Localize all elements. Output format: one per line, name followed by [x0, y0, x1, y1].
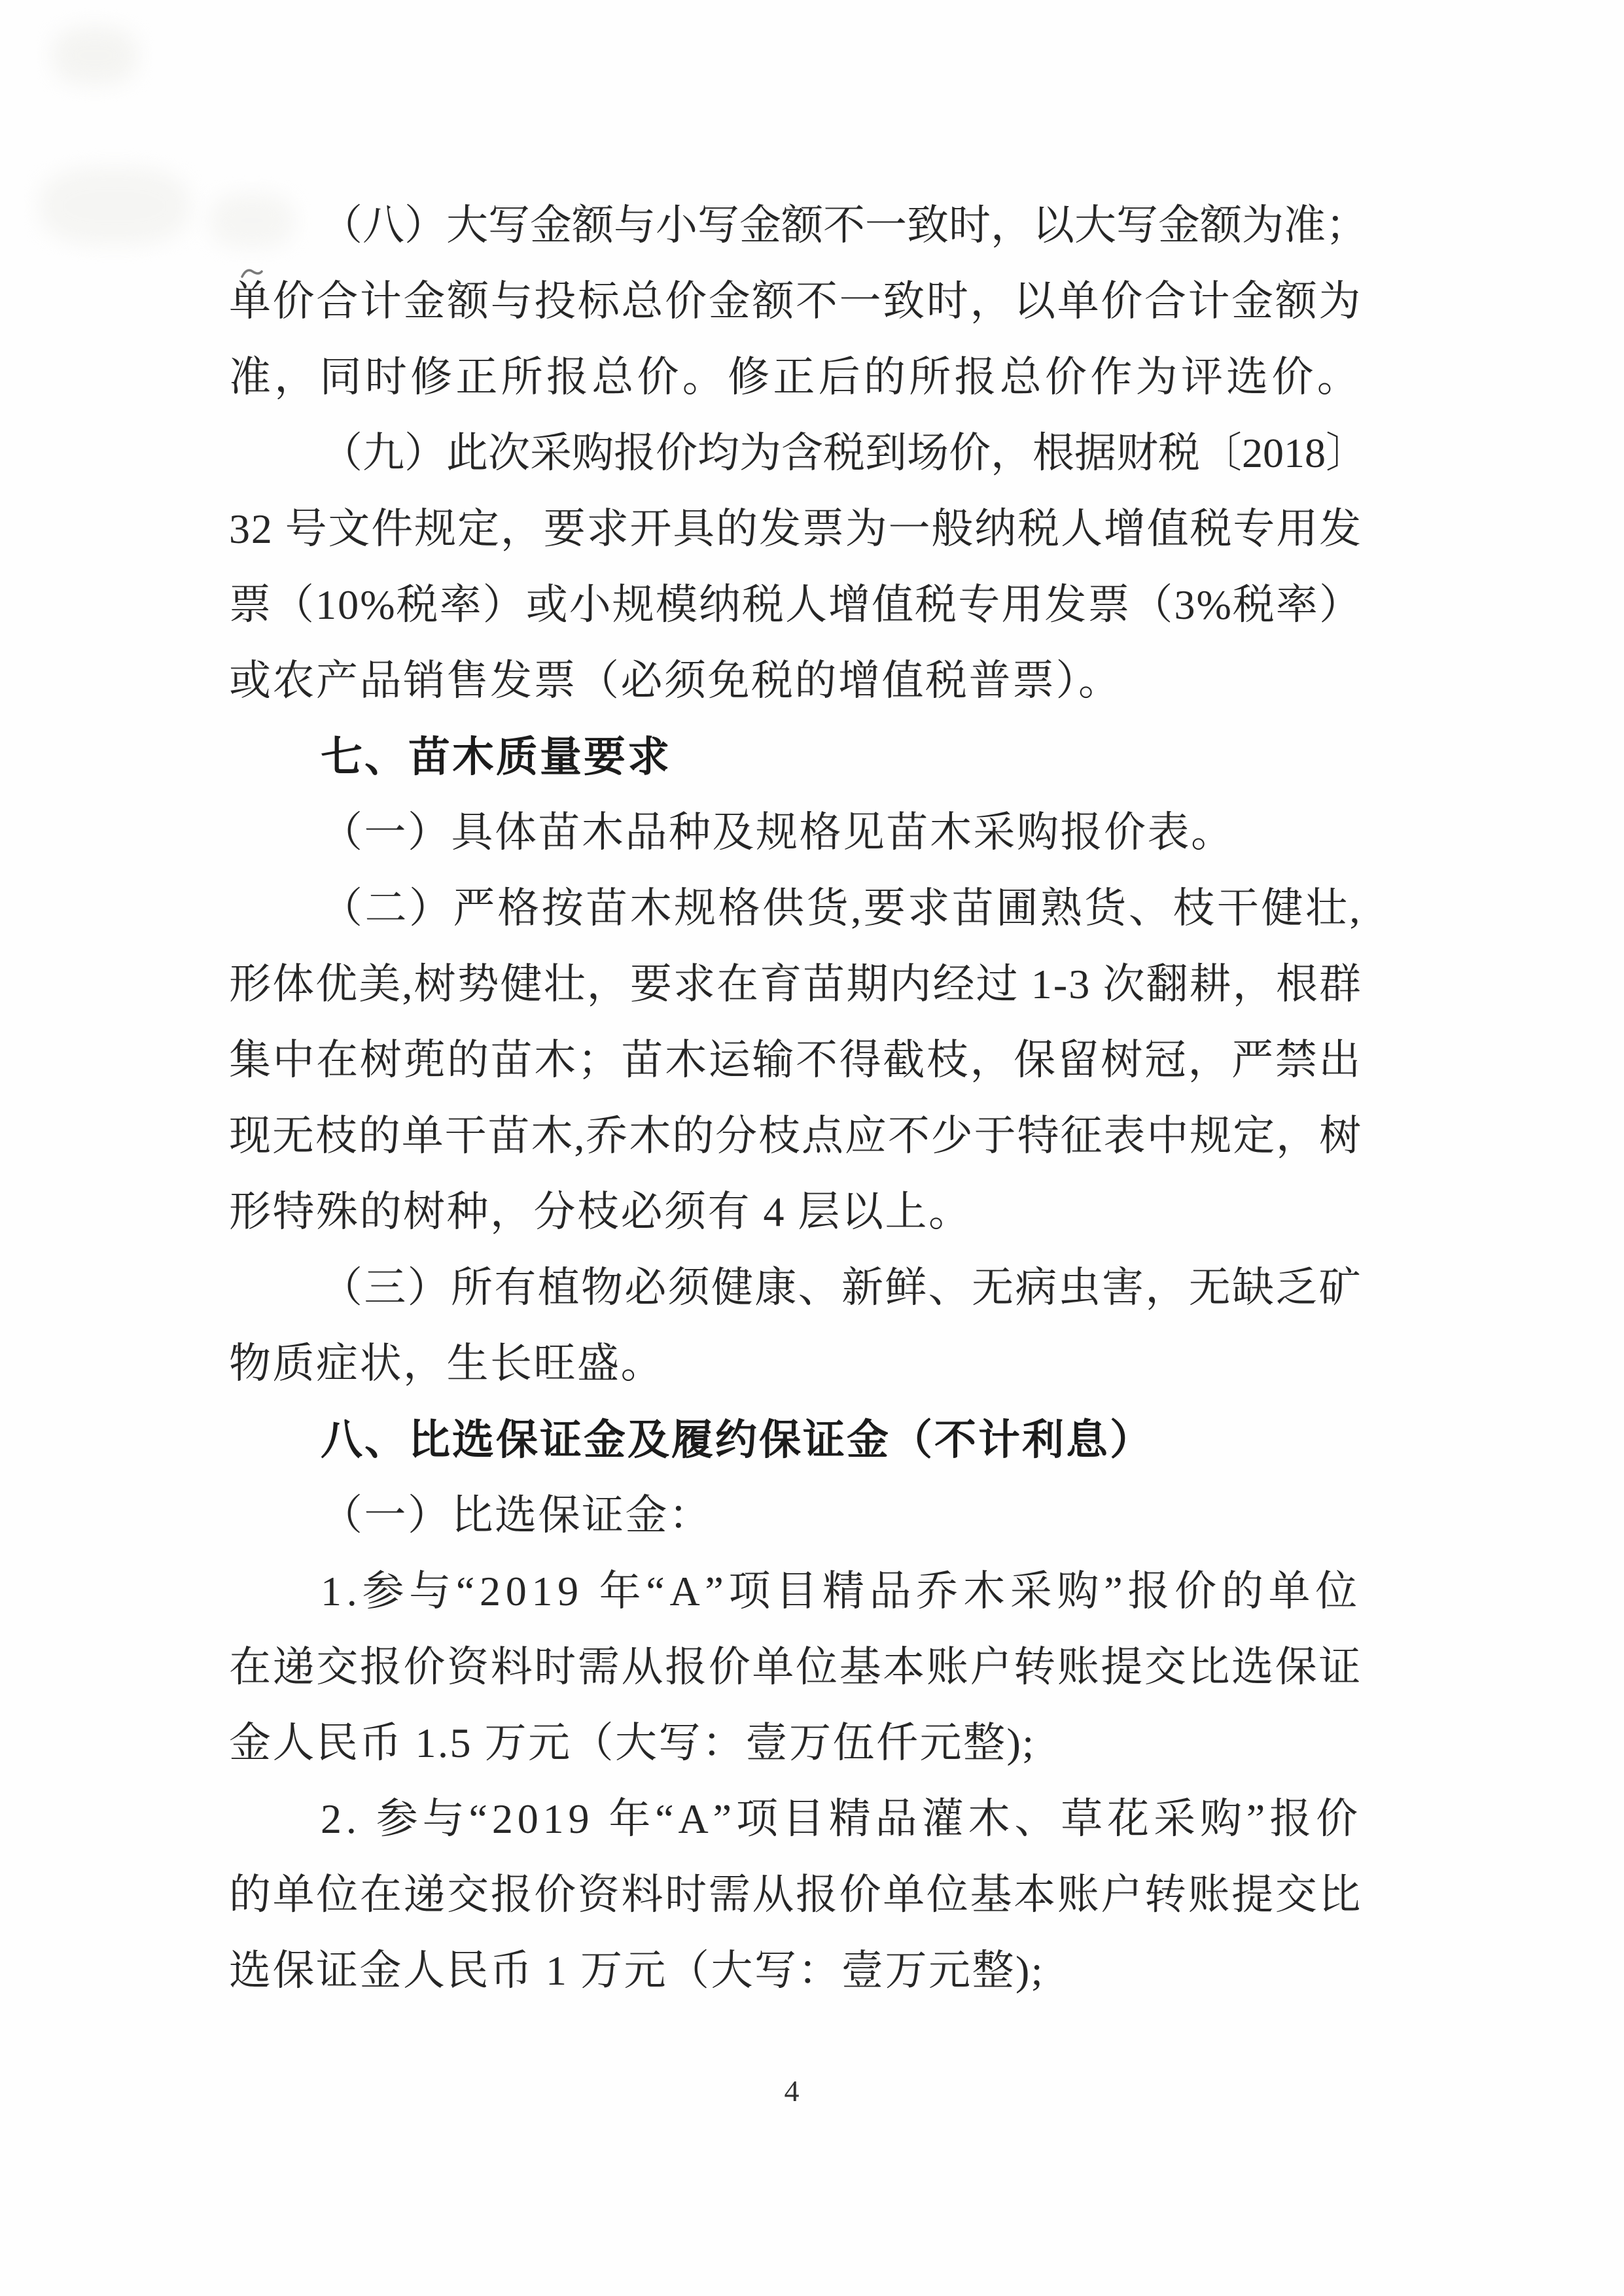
- text-line: 或农产品销售发票（必须免税的增值税普票）。: [229, 657, 1122, 704]
- text-line: 七、苗木质量要求: [321, 733, 671, 780]
- text-line: 单价合计金额与投标总价金额不一致时，以单价合计金额为: [229, 278, 1362, 324]
- scan-smudge: [52, 26, 137, 85]
- text-line: 形体优美,树势健壮，要求在育苗期内经过 1-3 次翻耕，根群: [229, 961, 1362, 1007]
- scan-smudge: [39, 167, 190, 245]
- text-line: 物质症状，生长旺盛。: [229, 1340, 664, 1387]
- text-line: 票（10%税率）或小规模纳税人增值税专用发票（3%税率）: [229, 582, 1362, 628]
- text-line: 八、比选保证金及履约保证金（不计利息）: [321, 1416, 1154, 1463]
- text-line: 现无枝的单干苗木,乔木的分枝点应不少于特征表中规定，树: [229, 1113, 1362, 1159]
- text-line: 金人民币 1.5 万元（大写：壹万伍仟元整);: [229, 1720, 1036, 1766]
- document-body: [229, 188, 1368, 2009]
- text-line: （九）此次采购报价均为含税到场价，根据财税〔2018〕: [321, 430, 1368, 476]
- text-line: （三）所有植物必须健康、新鲜、无病虫害，无缺乏矿: [321, 1264, 1362, 1311]
- text-line: 2. 参与“2019 年“A”项目精品灌木、草花采购”报价: [321, 1796, 1362, 1842]
- text-line: 的单位在递交报价资料时需从报价单位基本账户转账提交比: [229, 1871, 1362, 1918]
- text-line: 32 号文件规定，要求开具的发票为一般纳税人增值税专用发: [229, 506, 1362, 552]
- text-line: （一）具体苗木品种及规格见苗木采购报价表。: [321, 809, 1235, 856]
- text-line: 在递交报价资料时需从报价单位基本账户转账提交比选保证: [229, 1644, 1362, 1690]
- text-line: （八）大写金额与小写金额不一致时，以大写金额为准；: [321, 202, 1368, 249]
- text-line: 1.参与“2019 年“A”项目精品乔木采购”报价的单位: [321, 1568, 1362, 1614]
- text-line: 准，同时修正所报总价。修正后的所报总价作为评选价。: [229, 354, 1362, 400]
- text-line: 形特殊的树种，分枝必须有 4 层以上。: [229, 1189, 972, 1235]
- text-line: （二）严格按苗木规格供货,要求苗圃熟货、枝干健壮,: [321, 885, 1362, 931]
- text-line: 选保证金人民币 1 万元（大写：壹万元整);: [229, 1947, 1045, 1994]
- text-line: （一）比选保证金：: [321, 1492, 713, 1539]
- text-line: 集中在树蔸的苗木；苗木运输不得截枝，保留树冠，严禁出: [229, 1037, 1362, 1083]
- page-number: 4: [784, 2074, 800, 2108]
